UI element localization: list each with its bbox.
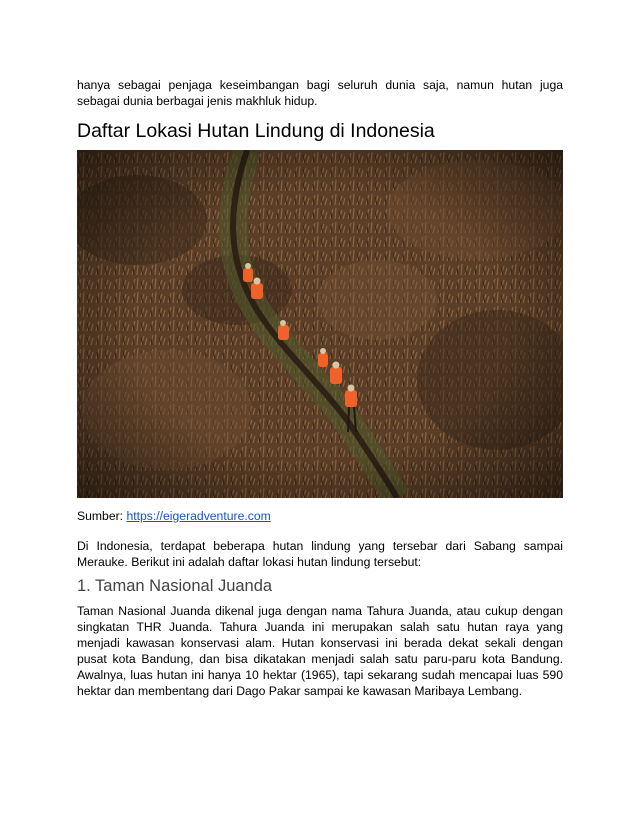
item-1-paragraph: Taman Nasional Juanda dikenal juga dengan nama Tahura Juanda, atau cukup dengan singkatan THR Juanda. Tahura Juanda ini merupakan salah satu hutan raya yang menjadi kawasan konservasi alam. Hutan konservasi ini berada dekat sekali dengan pusat kota Bandung, dan bisa dikatakan menjadi salah satu paru-paru kota Bandung. Awalnya, luas hutan ini hanya 10 hektar (1965), tapi sekarang sudah mencapai luas 590 hektar dan membentang dari Dago Pakar sampai ke kawasan Maribaya Lembang. — [77, 604, 563, 698]
item-1-heading: 1. Taman Nasional Juanda — [77, 577, 273, 595]
section-heading: Daftar Lokasi Hutan Lindung di Indonesia — [77, 120, 435, 142]
source-link[interactable]: https://eigeradventure.com — [126, 509, 271, 523]
intro-paragraph: hanya sebagai penjaga keseimbangan bagi seluruh dunia saja, namun hutan juga sebagai dunia berbagai jenis makhluk hidup. — [77, 78, 563, 108]
list-intro-paragraph: Di Indonesia, terdapat beberapa hutan lindung yang tersebar dari Sabang sampai Merauke. Berikut ini adalah daftar lokasi hutan lindung tersebut: — [77, 539, 563, 569]
image-source-line — [77, 508, 271, 524]
source-label: Sumber: — [77, 509, 127, 523]
forest-trail-photo — [77, 150, 563, 498]
